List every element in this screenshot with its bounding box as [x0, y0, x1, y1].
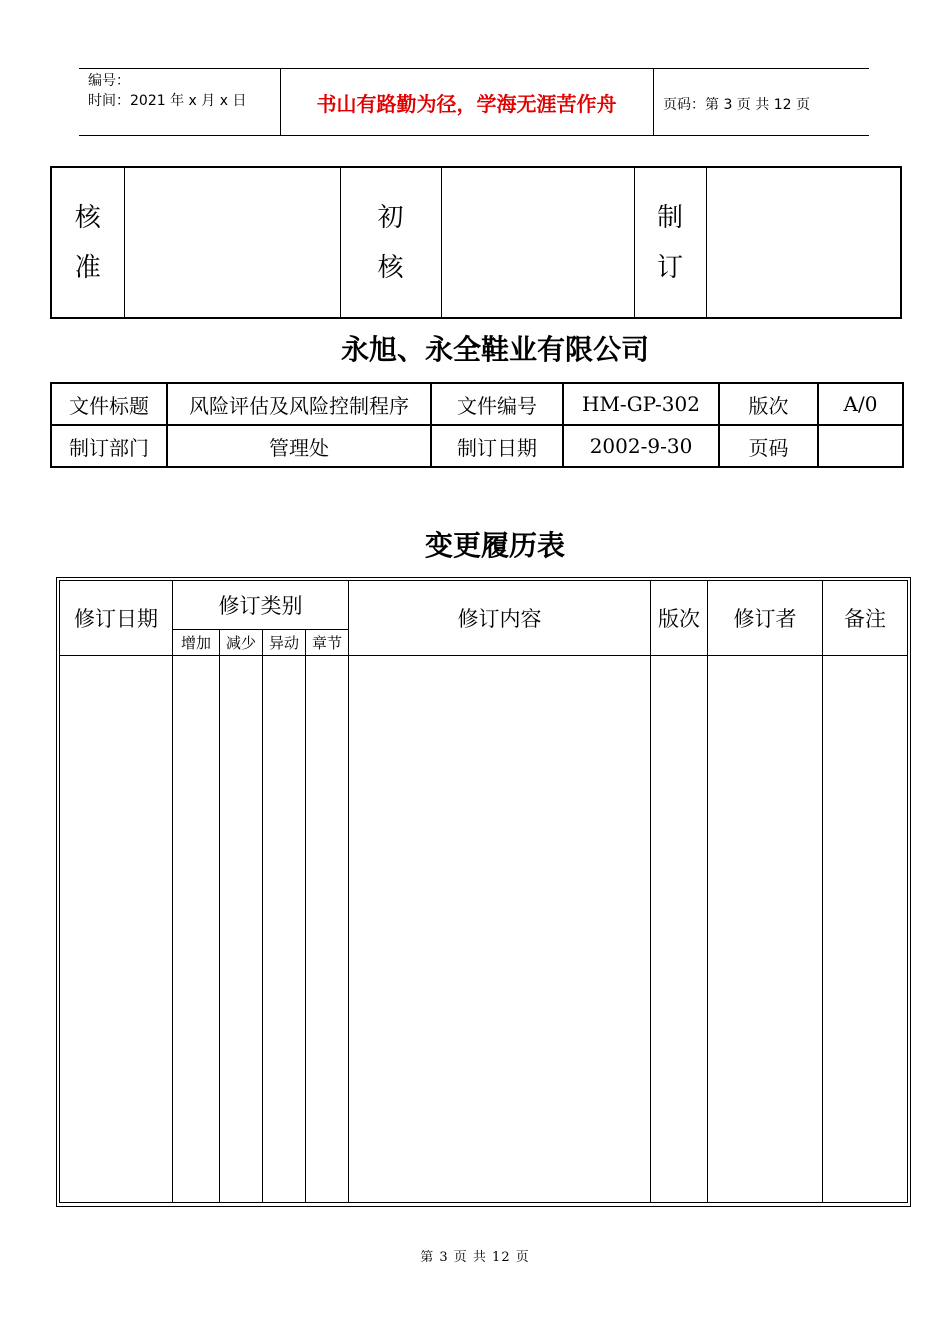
draft-label-cell	[634, 167, 706, 318]
col-change: 异动	[263, 630, 306, 656]
doc-dept-value: 管理处	[167, 425, 431, 467]
revision-cell[interactable]	[263, 656, 306, 1203]
approve-signature-cell[interactable]	[124, 167, 340, 318]
revision-cell[interactable]	[651, 656, 708, 1203]
doc-dept-label: 制订部门	[51, 425, 167, 467]
col-version: 版次	[651, 581, 708, 656]
header-bottom-rule	[79, 135, 869, 136]
doc-date-label: 制订日期	[431, 425, 563, 467]
col-revision-category: 修订类别	[173, 581, 349, 630]
header-page-info: 页码：第 3 页 共 12 页	[663, 97, 810, 113]
revision-cell[interactable]	[306, 656, 349, 1203]
col-add: 增加	[173, 630, 220, 656]
header-motto: 书山有路勤为径，学海无涯苦作舟	[316, 92, 617, 116]
doc-date-value: 2002-9-30	[563, 425, 719, 467]
doc-number-label: 文件编号	[431, 383, 563, 425]
page-footer: 第 3 页 共 12 页	[420, 1250, 530, 1265]
revision-cell[interactable]	[173, 656, 220, 1203]
doc-version-label: 版次	[719, 383, 818, 425]
company-name: 永旭、永全鞋业有限公司	[340, 333, 649, 366]
col-remark: 备注	[823, 581, 908, 656]
doc-number-value: HM-GP-302	[563, 383, 719, 425]
revision-history-table	[59, 580, 908, 1203]
col-reduce: 减少	[220, 630, 263, 656]
header-date: 时间：2021 年 x 月 x 日	[88, 93, 247, 109]
approval-table	[50, 166, 902, 319]
draft-signature-cell[interactable]	[706, 167, 901, 318]
doc-page-label: 页码	[719, 425, 818, 467]
review-signature-cell[interactable]	[441, 167, 634, 318]
doc-version-value: A/0	[818, 383, 903, 425]
col-revision-date: 修订日期	[60, 581, 173, 656]
approve-label-cell	[51, 167, 124, 318]
approve-label: 核准	[74, 202, 101, 283]
header-top-rule	[79, 68, 869, 69]
revision-cell[interactable]	[349, 656, 651, 1203]
header-number-label: 编号：	[88, 73, 130, 89]
header-divider	[653, 68, 654, 135]
revision-cell[interactable]	[60, 656, 173, 1203]
col-revision-content: 修订内容	[349, 581, 651, 656]
review-label-cell	[340, 167, 441, 318]
doc-page-value	[818, 425, 903, 467]
review-label: 初核	[377, 202, 404, 283]
doc-title-label: 文件标题	[51, 383, 167, 425]
revision-cell[interactable]	[823, 656, 908, 1203]
revision-history-title: 变更履历表	[424, 529, 565, 562]
document-info-table	[50, 382, 904, 468]
col-chapter: 章节	[306, 630, 349, 656]
doc-title-value: 风险评估及风险控制程序	[167, 383, 431, 425]
col-reviser: 修订者	[708, 581, 823, 656]
revision-cell[interactable]	[220, 656, 263, 1203]
revision-cell[interactable]	[708, 656, 823, 1203]
draft-label: 制订	[657, 202, 684, 283]
